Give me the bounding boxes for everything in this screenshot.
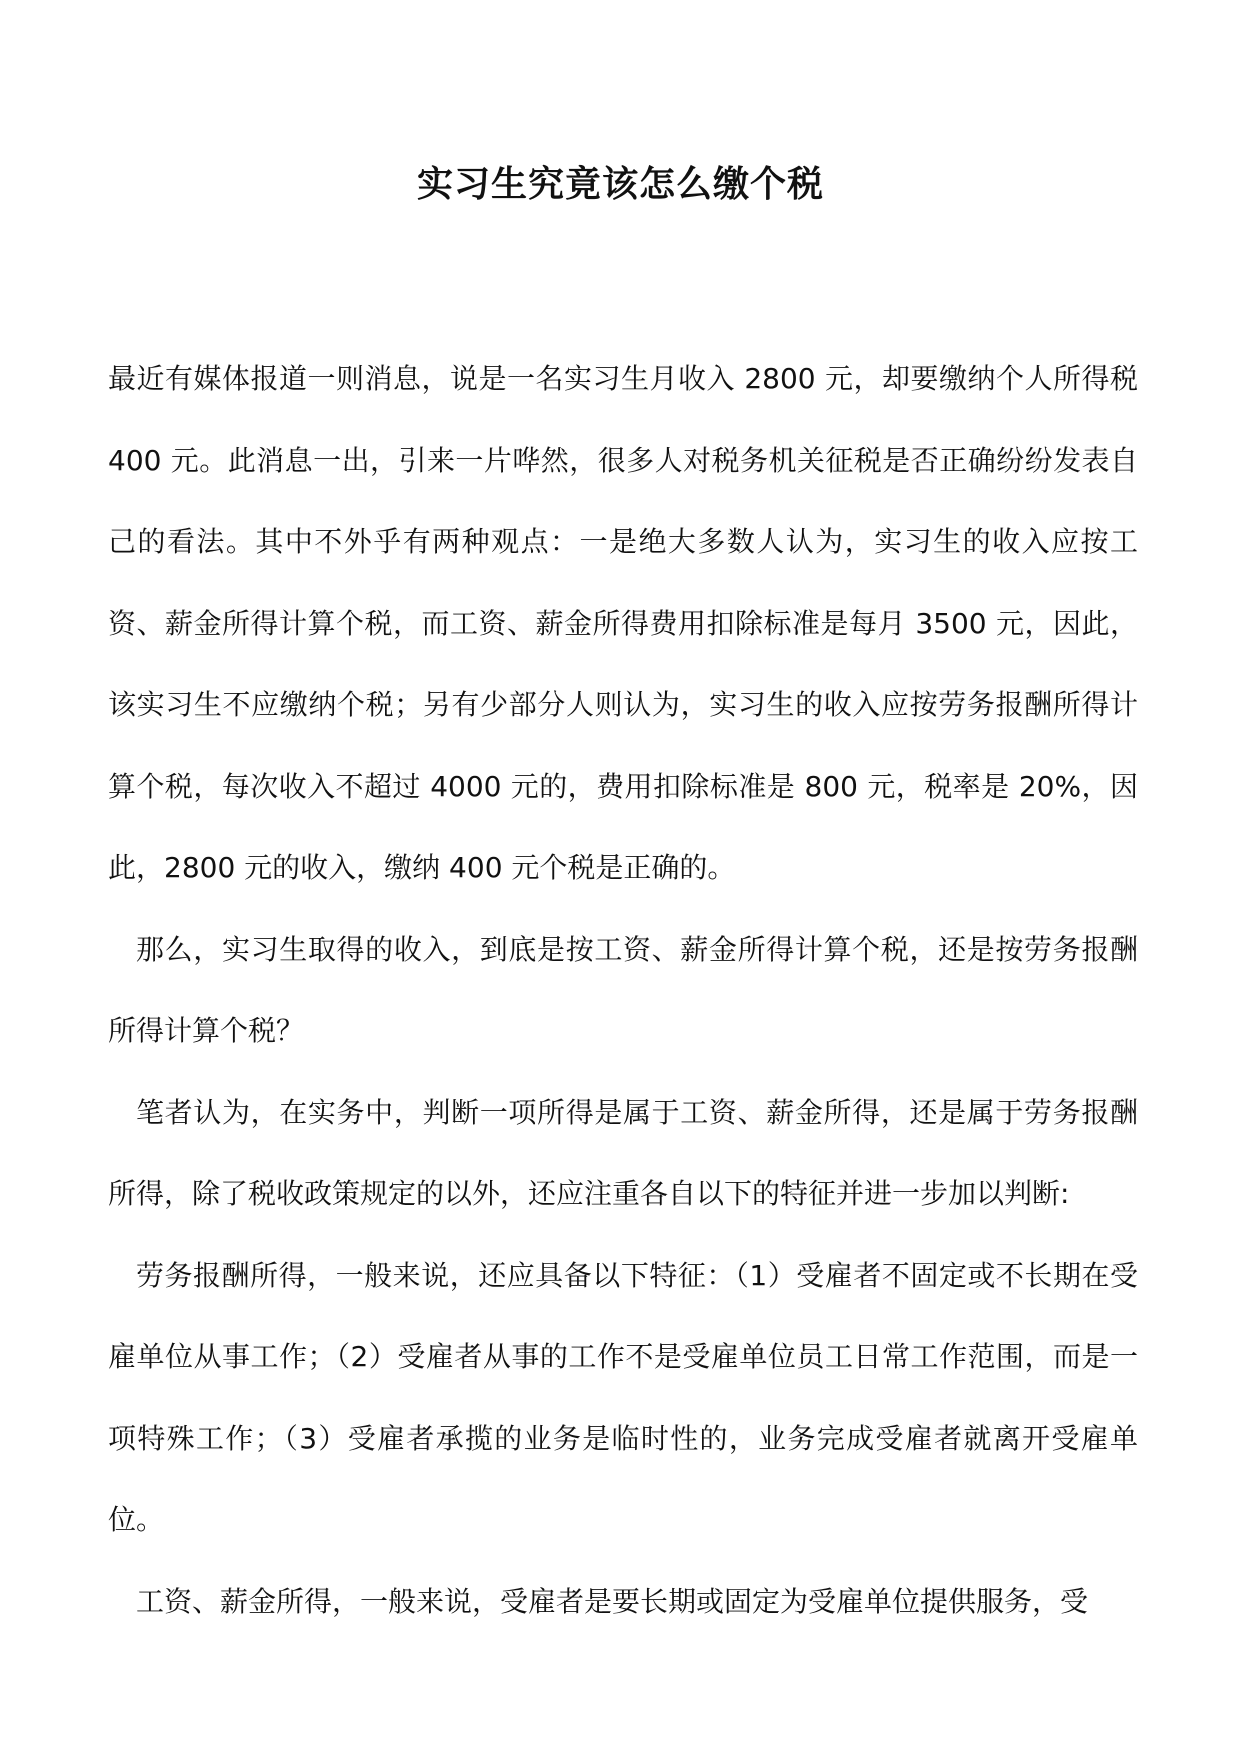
paragraph-labor-remuneration: 劳务报酬所得，一般来说，还应具备以下特征：（1）受雇者不固定或不长期在受雇单位从事工作；（2）受雇者从事的工作不是受雇单位员工日常工作范围，而是一项特殊工作；（3）受雇者承揽的业务是临时性的，业务完成受雇者就离开受雇单位。: [108, 1258, 1138, 1536]
paragraph-wages-salaries: 工资、薪金所得，一般来说，受雇者是要长期或固定为受雇单位提供服务，受: [136, 1584, 1089, 1618]
paragraph-author-view: 笔者认为，在实务中，判断一项所得是属于工资、薪金所得，还是属于劳务报酬所得，除了税收政策规定的以外，还应注重各自以下的特征并进一步加以判断:: [108, 1095, 1138, 1210]
paragraph-question: 那么，实习生取得的收入，到底是按工资、薪金所得计算个税，还是按劳务报酬所得计算个税？: [108, 932, 1138, 1047]
document-title: 实习生究竟该怎么缴个税: [416, 163, 824, 205]
document-body: [108, 338, 1138, 1642]
paragraph-intro: 最近有媒体报道一则消息，说是一名实习生月收入 2800 元，却要缴纳个人所得税 400 元。此消息一出，引来一片哗然，很多人对税务机关征税是否正确纷纷发表自己的看法。其中不外乎有两种观点：一是绝大多数人认为，实习生的收入应按工资、薪金所得计算个税，而工资、薪金所得费用扣除标准是每月 3500 元，因此，该实习生不应缴纳个税；另有少部分人则认为，实习生的收入应按劳务报酬所得计算个税，每次收入不超过 4000 元的，费用扣除标准是 800 元，税率是 20%，因此，2800 元的收入，缴纳 400 元个税是正确的。: [108, 362, 1138, 884]
